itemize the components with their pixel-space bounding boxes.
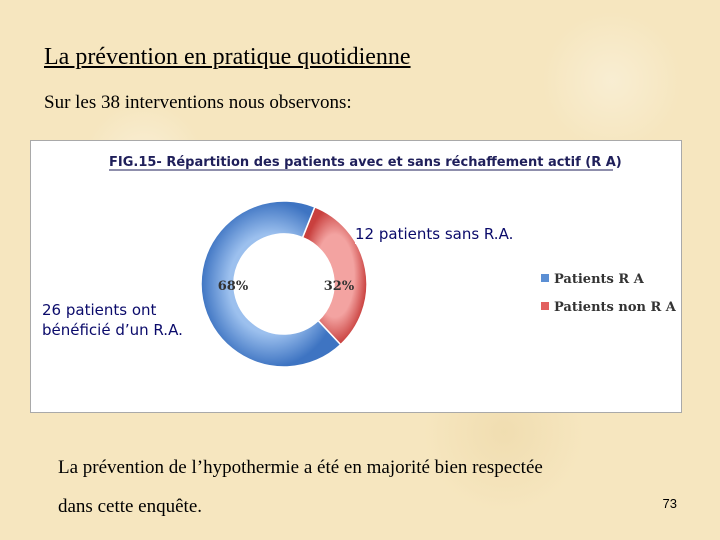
chart-panel (30, 140, 682, 413)
annotation-ont-ra (42, 300, 202, 340)
slide-title: La prévention en pratique quotidienne (44, 44, 411, 70)
annotation-ont-ra-line2: bénéficié d’un R.A. (42, 321, 183, 339)
conclusion-line2: dans cette enquête. (58, 496, 203, 517)
pct-label-patients-ra: 68% (217, 279, 249, 294)
annotation-ont-ra-line1: 26 patients ont (42, 301, 157, 319)
legend-swatch-patients-non-ra (541, 302, 549, 310)
legend-label-patients-non-ra: Patients non R A (554, 300, 676, 315)
legend-label-patients-ra: Patients R A (554, 272, 644, 287)
annotation-sans-ra: 12 patients sans R.A. (355, 225, 514, 243)
page-number: 73 (662, 496, 677, 511)
donut-chart (31, 141, 683, 414)
pct-label-patients-non-ra: 32% (323, 279, 355, 294)
slide-subtitle: Sur les 38 interventions nous observons: (44, 92, 352, 113)
conclusion-line1: La prévention de l’hypothermie a été en majorité bien respectée (58, 457, 543, 478)
legend-swatch-patients-ra (541, 274, 549, 282)
conclusion-text (58, 448, 658, 526)
chart-title: FIG.15- Répartition des patients avec et sans réchaffement actif (R A) (109, 155, 622, 170)
